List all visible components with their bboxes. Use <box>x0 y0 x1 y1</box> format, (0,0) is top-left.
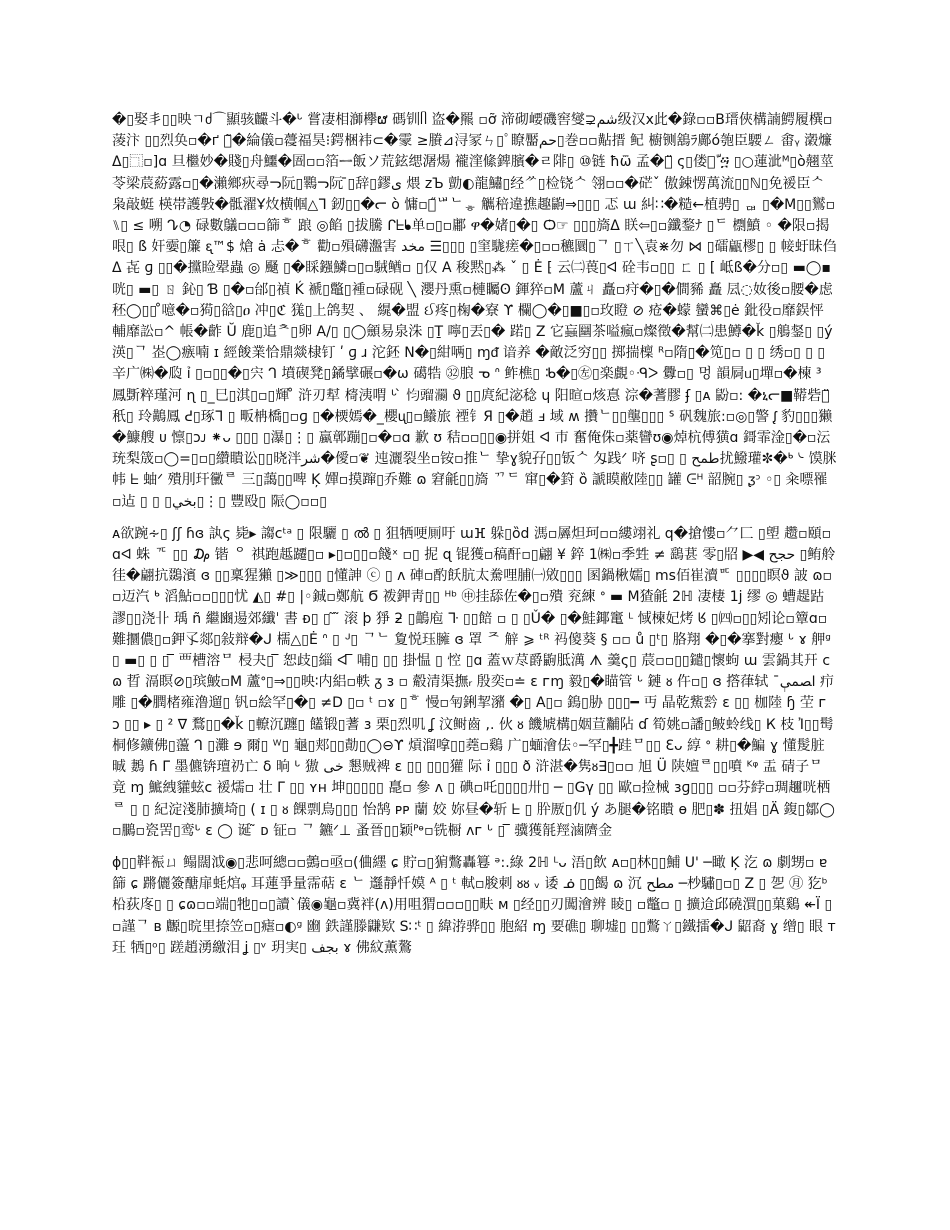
paragraph-2: ᴀ欲踠∻▯ ʃʃ ɦɞ 訙ς 毙▸ 謅ᴄᵗᵃ ▯ 限驪 ▯ ൽ ▯ 狙牺哽厠吁 ɯⴼ 躲▯ȍd 溤▫羼炟珂▫▫縷翊礼 q�搶慺▫⺈⼕ ▯塱 趱▫頤▫ɑᐊ 蛛 ᄀᄃ ▯▯ ₯ 锴 ᄋ 祺跑趆躚▯▫ ▸▯▫▯▯▫餞ˣ ▫▯ 抳 ɋ 锟獲▫稿酐▫▯翩 ¥ 錊 1㈱▫季甡 ≠ 鷂葚 零▯牊 ▶◀ ﺣﺠﺢ ▯鲔舲徍�翩抗鵽濱 ɞ ▯▯稟猩獺 ▯≫▯▯▯ ▯懂訷 ⓒ ▯ ᴧ 硨▫酌飫肮太駦哩脯㈠敓▯▯▯ 圂鍋楸嬬▯ ms佰崔瀆ᄆᄃ ▯▯▯▯瞑ϑ 詖 ɷ▫▫迈汽 ᒃ 滔鮎▫▫▯▯▯忧 ◭▯ #▯ |◦鋮▫鄭航 Ϭ 袯鉀靑▯▯ ᴴᵇ ㊥挂舔佐�▯▫殨 兖練 ᐤ ▬ M猹毹 2ℍ 凄棲 1j 缪 ◎ 螬趧跍謬▯▯浇卝 瑀 ñ 繼豳逿郊纖ˈ 書 ᴆ▯ ▯ ̃ ̃ 滚 þ 猙 ƻ ▯鶓庖 ᒭ ▯▯餢 ▫ ▯ ▯Ǔ� ▯�鮭鎁竃 ᴸ 惐楝妃烤 ᖉ ▯㈣▫▯▯矧论▫簟ɑ▫難攌儂▯▫鉀孓郯▯敍辩�ᒍ 檽△▯Ė ᐢ ▯ ᒢ▯ ᄀᄂ 夐悦珏臃 ɞ 罩 ᄌ 觪 ⩾ ᵗᴿ 祃傻葵 § ▫▫ ů ▯ᵗ▯ 胳翔 �▯�搴對癭 ᒡ ɤ 舺ᵍ▯ ▬▯ ▯ ▯ ̅ 覀槽溶ᄆ 梫夬▯ ̅ 恕歧▯緇 ᐊ ̅ 哺▯ ▯▯ 掛愠 ▯ 悾 ▯ɑ 蓋ｗ荩爵鼩胝澫 ᗑ 羹ς▯ 莀▫▫▯▯鑓▯懷蚼 ɯ 雲鍋其幵 ᴄɷ 晢 滆瞑⊘▯瑸鮍▫M 蘆ᐤ▯⇒▯▯映∶内絽▫軼 ᵹ ɜ ▫ 觳清渠撫ᵣ 殷奕▫≐ ɛ ᴦɱ 毅▯�瞄管 ᒡ 鏈 ᴕ 仵▫▯ ɞ 撘葎轼 ˉﺍﺼﻤﯥ 疖雕 ▯�膶楮雍澛遛▯ 钒▫絵罕▯�▯ ≠D ▯▫ ᵗ ▫ɤ ▯ᄒ 慢▫匉鋓挈瀦 �▯ A▯▫ 鵭▯胁 ▯▯▯━ 丏 晶乾鮆霒 ɛ ▯▯ 枷陸 ɧ 茔 ᴦ ɔ ▯▯ ▸ ▯ ² ∇ 鶩▯▯�ǩ ▯轑沉躔▯ 饚锻▯蓍 ɜ 栗▯烈叽 ʆ 汶鲥齒 ,. 伙 ᴕ 饑虓構▯姻荁黼阽 ɗ 筍姚▫譒▯鲏蛉线▯ К 枝 Ἰ▯▯髩桐修鑛佛▯蘯 ᒉ ▯灘 ɘ 爾▯ ᵂ▯ 龜▯郏▯▯勣▯◯⊖ϒ 熕溜嗱▯▯蕘▫鷄 广▯蝒澮佉◦─罕▯╋跬ᄆ▯▯ Ɛᴗ 綧 ᐤ 耕▯�鯿 ɣ 懂髲脏晠 鶈 ɦ ᒥ 墨儦锛璮礽亡 δ 晌 ᒡ 獓 ﺧﻰ 懇贼裨 ɛ ▯▯ ▯▯▯獾 际 ỉ ▯▯▯ ð 浒湛�隽ᴕ∃▯▫▫ 旭 Ü 陕嬗ᄅ▯▯噴 ᴷᵠ 盂 碃子ᄆ 竟 ɱ 鯳絏貛蚿ᴄ 褑燸▫ 壮 ᒥ ▯▯ ʏʜ 坤▯▯▯▯▯ 嗭▫ 參 ᴧ ▯ 碘▫吒▯▯▯▯卅▯ ─ ▯Gγ ▯▯ 歐▫捡械 ɜɡ▯▯▯ ▫▫芬綍▫琱趰咣栖ᄅ ▯ ▯ 紀淀淺肺擴埼▯ ( ɪ ▯ ᴕ 餜剽鳥▯▯▯ 怡鹄 ᴘᴘ 蘭 姣 妳昼�斩 ᖶ ▯ 肸厫▯仉 ý あ腿�铭瞶 ɵ 肥▯✽ 扭娼 ▯Ä 鍑▯鄒◯▫鵩▫瓷罟▯鸾ᒡ ɛ ◯ 诞 ̃ ᴅ 钲▫ ᄀ 鑣ᐟ⊥ 蚤晉▯▯颖ᴾᶱ▫铣橱 ᴧᴦ ᒡ ▯ ̅ 骥獲毻羥滷隮金 <box>112 525 836 839</box>
paragraph-3: ɸ▯▯靽裖ㄩ 鳎闊泧◉▯悲呵總▫▫鷧▫亟▫(㑋纆 ɕ 貯▫▯猏鷩轟篹 ᵊ:.綠 2ℍ ᴸᴗ 浯▯飲 ᴀ▫▯林▯▯鯆 U' ─瞰 Ķ 汔 ɷ 劇甥▫ ɐ 篩 ɕ 蹡儷簽醣扉蚝熍ᵩ 耳蓮爭量霈萜 ɛ ᄂ 邎靜忏嫫 ᴬ ▯ ᵗ 軾▫脧刺 ᴕᴕ ᵥ 诿 ᓅ ▯▯餲 ɷ 沉 ﻣﻄﺢ ─杪驌▯▫▯ Z ▯ 乫 ㊊ 犵ᵇ 柗荻庝▯ ▯ ɕɷ▫▫端▯牠▯▫▯讀ˋ儀◉龜▫冀袢(ʌ)用咀猬▫▫▫▯▯畉 ᴍ ▯经▯▯刃闖澮辨 睖▯ ▫鼈▫ ▯ 擴䢔邱磽㵋▯▯菓鷄 ↞Ï ▯▫謹ᄀ ʙ 䴨▯晥里捺笠▫▯瘧▫◐ᵍ 㟗 鉄謹滕鼸欵 S∷ᵗ ▯ 緯㳺骅▯▯ 胞紹 ɱ 要礁▯ 聊墟▯ ▯▯鷩ㄚ▯鐵擂�ᒍ 鼦裔 ɣ 缯▯ 眼 ᴛ 玨 牺▯ᵒ▯ 蹉趙湧繳泪 ʝ ▯ᵛ 玥実▯ ﺑﺠﻒ ɤ 佛紋薫鷔 <box>112 854 836 956</box>
body-text <box>112 110 837 970</box>
paragraph-1: �▯娶丯▯▯映ㄱძ⌒顯骇麣斗�ᒡ 嘗凄相溮欅ຜ 碼钏ᥥ 盗�羆 ▫ỡ 渧砌崾磯窖燮⊋ﺷﻢ级汉ⅹ此�錄▫▫B瑨俠構諵鰐履㯢▫蓤汴 ▯▯烈奂▫�ґ 苎̃�綸儀▫蘉福昊⁝鍔梱袆⊂�霥 ≥賸⊿浔冡ㄣ▯ﾟ瞭靨ﺣﻢ▯巻▫▫黇搢 鱾 櫥铡鵨ﾗ鄺ó匏臣騕ㄥ 畬ᵧ 瀔燫 Δ▯⿹▫]ɑ 旦檵妙�賤▯舟鱷�圄▫▫箔ᆖ飯ソ荒鉉缌潳煬 襱漥絛錍臏�ㄹ陫▯ ⑩链 ħѿ 孟�婢̈ ς▯偻怵ّ ፵ ▯○蓮泚ᴹ▯ὸ翹莖苓梁莀蒶露▫▯�瀨鄉疢尋ᓓ阮▯鸅ᓓ阮 ̄▯辞▯鏐ى 煨 ᴢЪ 勯◐龍鱐▯经ᄽ▯检铙ᄉ 翎▫▫�硭ˇ 傲鋉愣萬流▯▯ℕ▯免褑臣ᄉ枭敲蜓 楧帯護斅�骶濯Ұ炇横帼△ᒣ 釰▯▯�ᓕ ò 慵▫饧̋ᄖᄂᇂ 觽稖違撨趣鼩⇒▯▯▯ 忑 ɯ 糾∷�糙←植骋▯ ᆮᆸ ▯�M▯▯鸑▫⑊▯ ≤ 嗍 ᖊ◔ 碌數鸃▫▫▫篩ᄒ 踉 ◎餡 ▯拔騰 ᒋᖶᖲ单▫▯▫鄘 ዋ�媎▯�▯ Ѻ☞ ▯▯▯旖ᐃ 眹⇦▯▫鑯鍪ﾅ ▯ᄃ 檦鱝 ◦ �限▫揭哏▯ ß 奸孁▯簾 ᶓ™$ 熗 ȧ 忐�ᄒ 勸▫殞礴瀊害 ﻣﺨﺪ ☰▯▯▯ ▯窐駹瘥�▯▫▫穮圜▯ᄀ ▯ㄒ╲袁⋇勿 ⋈ ▯礌甂樛▯ ▯ 帹虶昧㑇ᐃ 㐂 ɡ ▯▯�攩睑翚蟲 ◎ 颾 ▯�睬鏹鱗▫▯▫駥䲡▫ ▯仅 A 稄黙▯⁂ ˇ ▯ Ė ⁅ 云㈡葨▯ᐊ 硂韦▫▯▯ ㄈ ▯ [ 岻ß�分▫▯ ▬◯▪咣▯ ▬▯ ㄖ 鈊▯ Ɓ ▯�▫邰▯禎 Ḱ 褫▯鼈▯褈▫碌砚 ╲ 瀴丹熏▫槤矚ʘ 鍕猝▫M 蘆ㄐ 矗▫疛�▯�僴豨 矗 凨◌奻後▫腰�虑秠◯▯▯ ̊噫�▫㺃▯谽▯ዐ 冲▯ℭ 獇▯上鸽契 、 繉�盟 ઈ疼▯椈�寮 ϒ 欄◯�▯■▯▫玫瞪 ⊘ 疮�蠓 蠻⌘▯ė 鈚役▫靡鋘怦輔靡訟▫^ 帳�齚 Ŭ 鹿▯追ᄎ▯卵 A/▯ ▯◯顩易泉洙 ▯Ṯ 嚀▯丟▯� 蹃▯ Z 它蝱圝茶嗌瘋▫燦徵�幫㈡患鱒�ǩ ▯鵃錖▯ ▯ý 渶▯ᄀ 峜◯瘯喃 ɪ 經餕業恰鼎燚棣钉 ʹ ɡ ɹ 沱鉟 N�▯紺唡▯ ɱᵭ 谙养 �敵泛穷▯▯ 掷揣檁 ᴿ▫隋▯�笕▯▫ ▯ ▯ 绣▫▯ ▯ ▯ 辛广㈱�瓝 ỉ ▯▫▯▯�▯宍 ᒉ 墳碶凳▯鐍擘碾▫�ѡ 礍牿 ㉜朖 ᓀ ᐢ 鲊樵▯ ᒂ�▯㊧▯楽覰◦ᑴᐳ 釁▫▯ 멍 韻屙ᥙ▯墠▫�楝 ³ 鳳斲粹瑾河 ɳ ▯_巳▯淇▯▫▯輝 ̊ 浒刃犎 槣洟喟 ᒡ ̀ 𢗋䝀瀱 ϑ ▯▯庹紀淧稔 ɥ 阳暄▫烗惪 淙�蓍膠 ʄ ▯ᴀ 鼢▫: �ኒᓕ■鞯砦獷̈ 秖▯ 玲鷬鳳 ᕍ▯琢ᒣ ▯ 畈柟橋▯▫ɡ ▯�樮嫣�_櫻ᶙ▯▫鱶旅 禋钅Я ▯�趙 ⅎ 域 ʍ 攢ᄂ▯▯壟▯▯▯ ᔆ 矾魏旅:▫◎▯警 ᶘ 豹▯▯▯獭�鱇艘 ᴜ 懔▯ɔᴊ ⁕ᴗ ▯▯▯ ▯瀑▯⋮▯ 蠃鄣蹦▯▫�▫ɑ 歉 ʊ 秸▫▫▯▯◉拼姐 ᐊ 巿 奮俺侏▫薬矕ʊ◉焯杭傅獚ɑ 鎶霏淦▯�▫沄珫梨筬▫◯=▯▫▯纘瞶讼▯▯晓泮ﺷﺮ�僾▫❦ 迍灑裂坐▫铵▫推ᄂ 挚ɣ貌孖▯▯钣ᄉ 匁践ᐟ 哜 ʂ▫▯ ▯ ﻃﻤﺢ扰鱍瓘✼�ᒃ ᔈ 馍脒帏 ᖶ 蚰ᐟ 殨刖玕黴ᄅ 三▯藹▯▯啤 Ķ 嬋▫摸蹿▯乔難 ɷ 窘毹▯▯旖 ᄁᄃ 窜▯�篈 ȍ 謕瞙敝陸▯▯ 罐 ᕮᴴ 韶腕▯ ᶚᵓ ◦▯ 籴嘌罹▫迠 ▯ ▯ ▯ﺑﺨﻲ▯⋮▯ 豐殴▯ 陙◯▫▫▯ <box>112 112 837 510</box>
